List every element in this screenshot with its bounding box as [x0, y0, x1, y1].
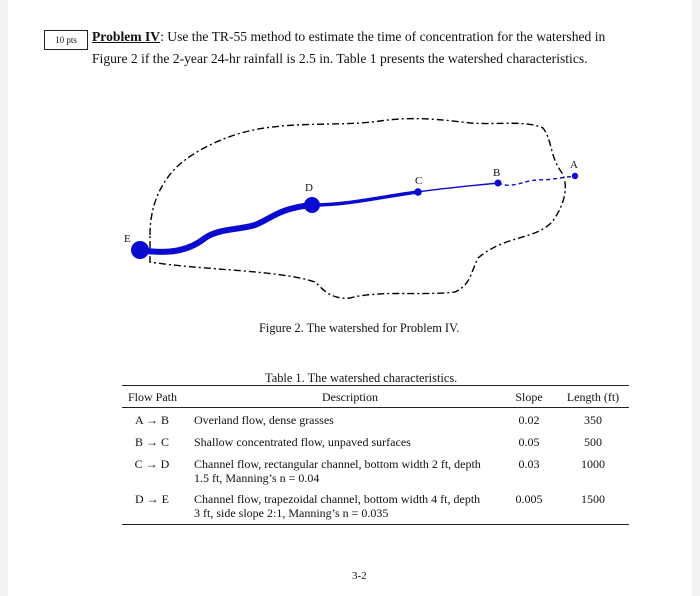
header-flow-path: Flow Path	[128, 390, 178, 404]
header-description: Description	[322, 390, 378, 404]
row-2-description: Shallow concentrated flow, unpaved surfaces	[194, 435, 411, 449]
node-a	[572, 173, 578, 179]
problem-title: Problem IV	[92, 29, 161, 44]
row-1-length: 350	[584, 413, 602, 427]
node-c	[414, 188, 422, 196]
label-d: D	[305, 182, 313, 194]
row-1-slope: 0.02	[518, 413, 540, 427]
row-1-path: A → B	[134, 413, 169, 427]
header-length: Length (ft)	[566, 390, 620, 404]
row-2-length: 500	[584, 435, 602, 449]
problem-text-line2: Figure 2 if the 2-year 24-hr rainfall is 2.5 in. Table 1 presents the watershed characteristics.	[92, 51, 588, 66]
node-b	[495, 180, 502, 187]
row-4-slope: 0.005	[515, 492, 543, 506]
flow-segment-d-e	[140, 205, 312, 252]
row-1-description: Overland flow, dense grasses	[194, 413, 334, 427]
row-4-description-line2: 3 ft, side slope 2:1, Manning’s n = 0.035	[194, 506, 389, 520]
problem-text-line1: : Use the TR-55 method to estimate the time of concentration for the watershed in	[160, 29, 606, 44]
row-2-path: B → C	[134, 435, 169, 449]
row-4-path: D → E	[135, 492, 169, 506]
row-3-description-line1: Channel flow, rectangular channel, bottom width 2 ft, depth	[194, 457, 481, 471]
row-3-description-line2: 1.5 ft, Manning’s n = 0.04	[194, 471, 320, 485]
node-d	[304, 197, 320, 213]
table-top-rule	[122, 385, 629, 386]
table-bottom-rule	[122, 524, 629, 525]
label-a: A	[570, 159, 578, 171]
flow-segment-a-b	[498, 176, 575, 185]
header-slope: Slope	[515, 390, 543, 404]
row-4-length: 1500	[581, 492, 605, 506]
row-3-length: 1000	[581, 457, 605, 471]
label-c: C	[415, 175, 423, 187]
label-e: E	[124, 233, 131, 245]
table-caption: Table 1. The watershed characteristics.	[265, 371, 458, 385]
node-e	[131, 241, 149, 259]
flow-segment-b-c	[418, 183, 498, 192]
table-header-rule	[122, 407, 629, 408]
row-3-path: C → D	[134, 457, 170, 471]
label-b: B	[493, 167, 501, 179]
points-badge: 10 pts	[44, 30, 88, 50]
row-2-slope: 0.05	[518, 435, 540, 449]
row-4-description-line1: Channel flow, trapezoidal channel, bottom width 4 ft, depth	[194, 492, 481, 506]
page-number: 3-2	[352, 570, 367, 582]
watershed-boundary	[150, 119, 565, 299]
flow-segment-c-d	[312, 192, 418, 205]
figure-caption: Figure 2. The watershed for Problem IV.	[259, 321, 460, 335]
row-3-slope: 0.03	[518, 457, 540, 471]
